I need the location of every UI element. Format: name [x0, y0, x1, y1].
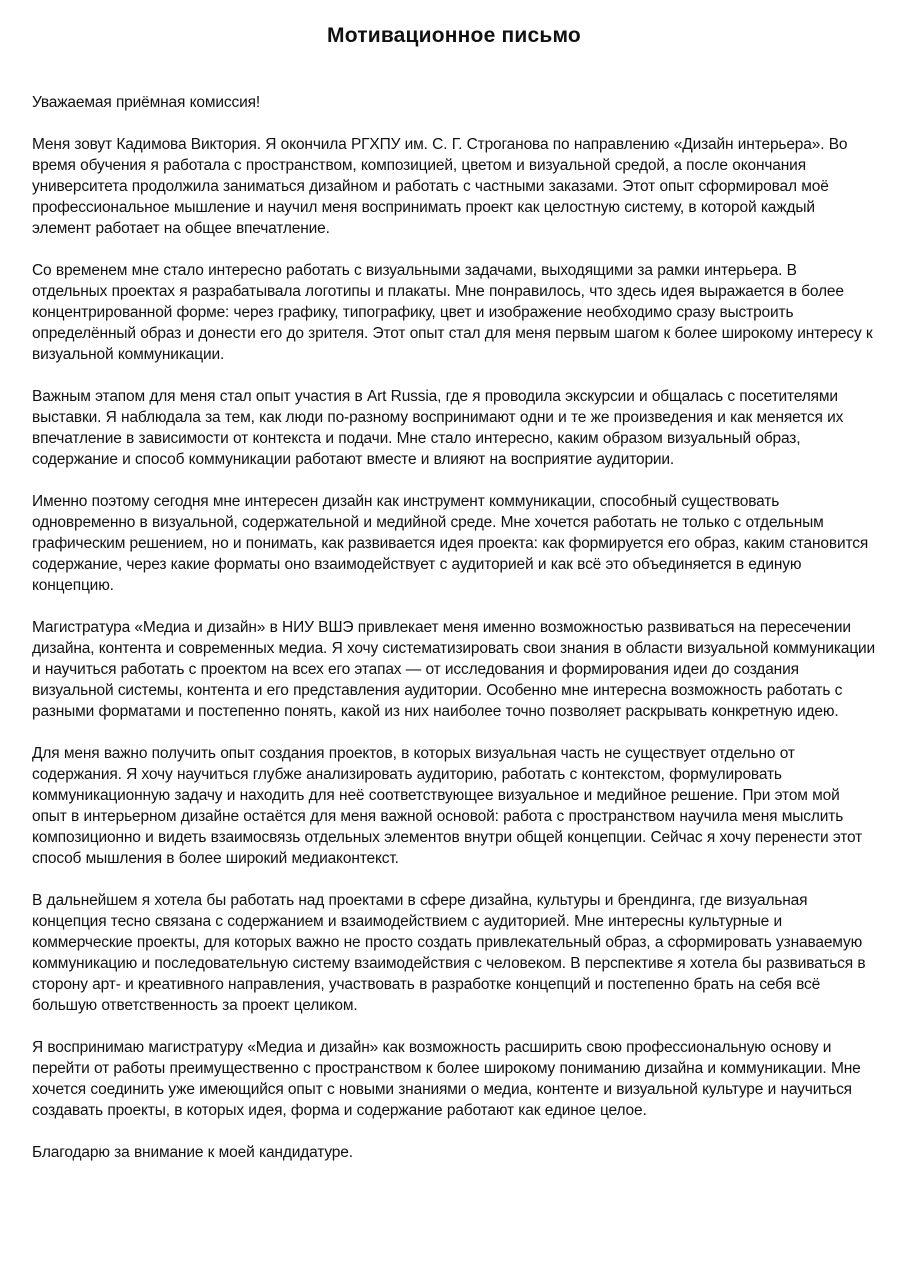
paragraph-6: Для меня важно получить опыт создания проектов, в которых визуальная часть не существует отдельно от содержания. Я хочу научиться глубже анализировать аудиторию, работать с контекстом, формулировать коммуникационную задачу и находить для неё соответствующее визуальное и медийное решение. При этом мой опыт в интерьерном дизайне остаётся для меня важной основой: работа с пространством научила меня мыслить композиционно и видеть взаимосвязь отдельных элементов внутри общей концепции. Сейчас я хочу перенести этот способ мышления в более широкий медиаконтекст.: [32, 745, 863, 867]
paragraph-4: Именно поэтому сегодня мне интересен дизайн как инструмент коммуникации, способный существовать одновременно в визуальной, содержательной и медийной среде. Мне хочется работать не только с отдельным графическим решением, но и понимать, как развивается идея проекта: как формируется его образ, каким становится содержание, через какие форматы оно взаимодействует с аудиторией и как всё это объединяется в единую концепцию.: [32, 493, 869, 594]
letter-body: [32, 92, 876, 1163]
document-title: Мотивационное письмо: [327, 24, 581, 47]
paragraph-8: Я воспринимаю магистратуру «Медиа и дизайн» как возможность расширить свою профессиональную основу и перейти от работы преимущественно с пространством к более широкому пониманию дизайна и коммуникации. Мне хочется соединить уже имеющийся опыт с новыми знаниями о медиа, контенте и визуальной культуре и научиться создавать проекты, в которых идея, форма и содержание работают как единое целое.: [32, 1039, 861, 1119]
closing-line: Благодарю за внимание к моей кандидатуре.: [32, 1144, 353, 1161]
paragraph-1: Меня зовут Кадимова Виктория. Я окончила РГХПУ им. С. Г. Строганова по направлению «Дизайн интерьера». Во время обучения я работала с пространством, композицией, цветом и визуальной средой, а после окончания университета продолжила заниматься дизайном и работать с частными заказами. Этот опыт сформировал моё профессиональное мышление и научил меня воспринимать проект как целостную систему, в которой каждый элемент работает на общее впечатление.: [32, 136, 848, 237]
paragraph-7: В дальнейшем я хотела бы работать над проектами в сфере дизайна, культуры и брендинга, где визуальная концепция тесно связана с содержанием и взаимодействием с аудиторией. Мне интересны культурные и коммерческие проекты, для которых важно не просто создать привлекательный образ, а сформировать узнаваемую коммуникацию и последовательную систему взаимодействия с человеком. В перспективе я хотела бы развиваться в сторону арт- и креативного направления, участвовать в разработке концепций и постепенно брать на себя всё большую ответственность за проект целиком.: [32, 892, 866, 1014]
paragraph-3: Важным этапом для меня стал опыт участия в Art Russia, где я проводила экскурсии и общалась с посетителями выставки. Я наблюдала за тем, как люди по-разному воспринимают одни и те же произведения и как меняется их впечатление в зависимости от контекста и подачи. Мне стало интересно, каким образом визуальный образ, содержание и способ коммуникации работают вместе и влияют на восприятие аудитории.: [32, 388, 844, 468]
paragraph-2: Со временем мне стало интересно работать с визуальными задачами, выходящими за рамки интерьера. В отдельных проектах я разрабатывала логотипы и плакаты. Мне понравилось, что здесь идея выражается в более концентрированной форме: через графику, типографику, цвет и изображение необходимо сразу выстроить определённый образ и донести его до зрителя. Этот опыт стал для меня первым шагом к более широкому интересу к визуальной коммуникации.: [32, 262, 873, 363]
paragraph-5: Магистратура «Медиа и дизайн» в НИУ ВШЭ привлекает меня именно возможностью развиваться на пересечении дизайна, контента и современных медиа. Я хочу систематизировать свои знания в области визуальной коммуникации и научиться работать с проектом на всех его этапах — от исследования и формирования идеи до создания визуальной системы, контента и его представления аудитории. Особенно мне интересна возможность работать с разными форматами и постепенно понять, какой из них наиболее точно позволяет раскрывать конкретную идею.: [32, 619, 876, 720]
greeting: Уважаемая приёмная комиссия!: [32, 94, 261, 111]
